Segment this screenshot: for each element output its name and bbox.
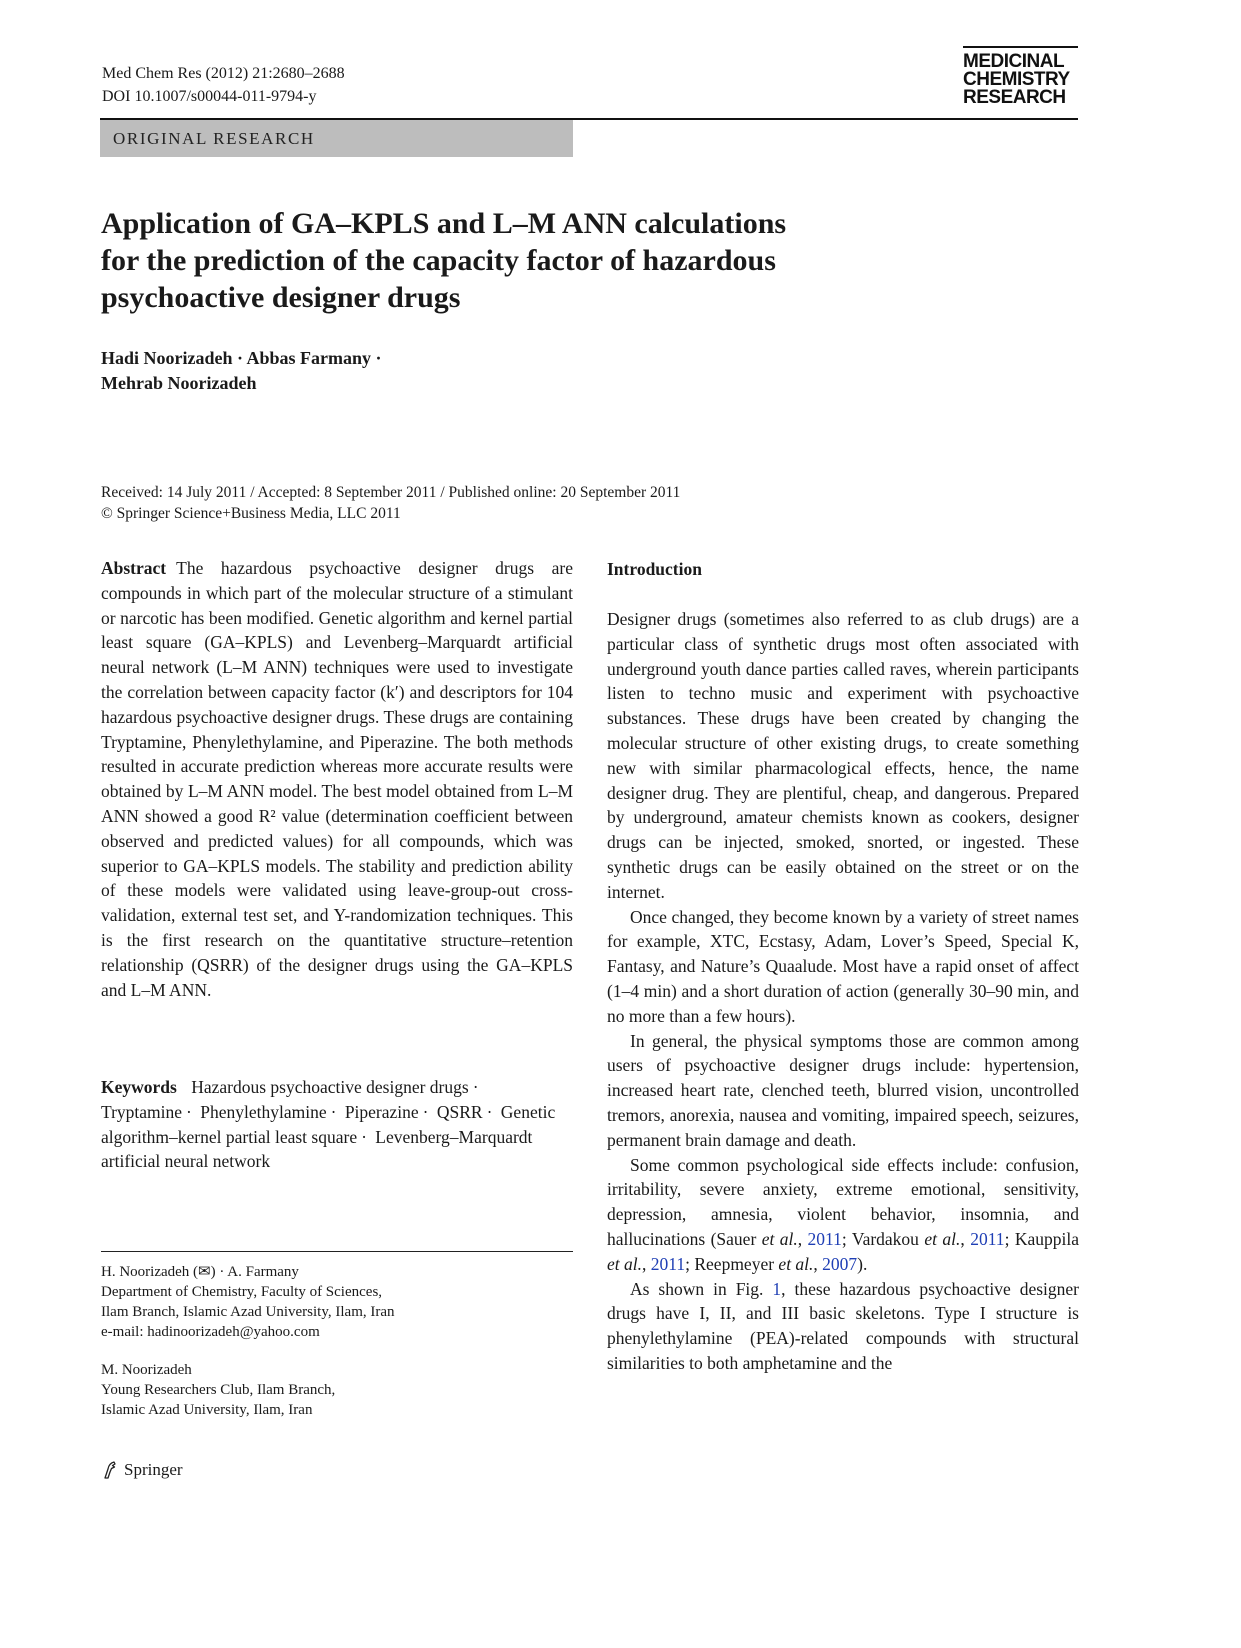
affiliation-dept: Department of Chemistry, Faculty of Sciences, <box>101 1284 383 1300</box>
keywords-heading: Keywords <box>101 1077 177 1097</box>
affiliation-club: Young Researchers Club, Ilam Branch, <box>101 1382 336 1398</box>
citation-link[interactable]: Sauer et al., 2011 <box>716 1228 842 1249</box>
journal-citation: Med Chem Res (2012) 21:2680–2688 <box>102 65 345 82</box>
title-line: for the prediction of the capacity factor of hazardous <box>101 244 776 277</box>
keyword: Genetic algorithm–kernel partial least square <box>101 1101 556 1147</box>
copyright: © Springer Science+Business Media, LLC 2011 <box>101 505 401 522</box>
keyword: Piperazine <box>344 1101 419 1122</box>
affiliation-author: M. Noorizadeh <box>101 1362 192 1378</box>
keyword: QSRR <box>436 1101 483 1122</box>
affiliation-inst: Islamic Azad University, Ilam, Iran <box>101 1402 313 1418</box>
logo-line-1: MEDICINAL <box>963 51 1065 72</box>
authors-line-1: Hadi Noorizadeh · Abbas Farmany · <box>101 348 382 368</box>
abstract <box>101 556 573 1002</box>
affiliation-authors: H. Noorizadeh (✉) · A. Farmany <box>101 1264 299 1280</box>
intro-paragraph-2: Once changed, they become known by a variety of street names for example, XTC, Ecstasy, Adam, Lover’s Speed, Special K, Fantasy, and Nature’s Quaalude. Most have a rapid onset of affect (1–4 min) and a short duration of action (generally 30–90 min, and no more than a few hours). <box>607 906 1079 1026</box>
intro-paragraph-3: In general, the physical symptoms those are common among users of psychoactive designer drugs include: hypertension, increased heart rate, clenched teeth, blurred vision, uncontrolled tremors, anorexia, nausea and vomiting, impaired speech, seizures, permanent brain damage and death. <box>607 1030 1079 1150</box>
keyword: Phenylethylamine <box>200 1101 327 1122</box>
keyword: Levenberg–Marquardt artificial neural network <box>101 1126 533 1172</box>
springer-horse-icon <box>102 1460 118 1480</box>
intro-paragraph-5: As shown in Fig. 1, these hazardous psychoactive designer drugs have I, II, and III basic skeletons. Type I structure is phenylethylamine (PEA)-related compounds with structural similarities to both amphetamine and the <box>607 1278 1079 1373</box>
keywords: Keywords Hazardous psychoactive designer drugs · Tryptamine · Phenylethylamine · Piperazine · QSRR · Genetic algorithm–kernel partial least square · Levenberg–Marquardt artificial neural network <box>101 1077 556 1172</box>
citation-link[interactable]: Vardakou et al., 2011 <box>851 1228 1005 1249</box>
keyword: Hazardous psychoactive designer drugs <box>191 1077 469 1097</box>
publisher-mark <box>102 1459 183 1481</box>
introduction-heading: Introduction <box>607 559 702 579</box>
title-line: Application of GA–KPLS and L–M ANN calculations <box>101 207 787 240</box>
affiliation-1 <box>101 1262 573 1342</box>
journal-logo <box>963 46 1078 107</box>
intro-paragraph-4: Some common psychological side effects include: confusion, irritability, severe anxiety, extreme emotional, sensitivity, depression, amnesia, violent behavior, insomnia, and hallucinations (Sauer et al., 2011; Vardakou et al., 2011; Kauppila et al., 2011; Reepmeyer et al., 2007). <box>607 1154 1079 1274</box>
abstract-heading: Abstract <box>101 558 167 578</box>
publisher-name: Springer <box>124 1460 183 1479</box>
logo-rule <box>963 46 1078 48</box>
abstract-text: The hazardous psychoactive designer drugs are compounds in which part of the molecular structure of a stimulant or narcotic has been modified. Genetic algorithm and kernel partial least square (GA–KPLS) and Levenberg–Marquardt artificial neural network (L–M ANN) techniques were used to investigate the correlation between capacity factor (k′) and descriptors for 104 hazardous psychoactive designer drugs. These drugs are containing Tryptamine, Phenylethylamine, and Piperazine. The both methods resulted in accurate prediction whereas more accurate results were obtained by L–M ANN model. The best model obtained from L–M ANN showed a good R² value (determination coefficient between observed and predicted values) for all compounds, which was superior to GA–KPLS models. The stability and prediction ability of these models were validated using leave-group-out cross-validation, external test set, and Y-randomization techniques. This is the first research on the quantitative structure–retention relationship (QSRR) of the designer drugs using the GA–KPLS and L–M ANN. <box>101 558 573 1000</box>
figure-link[interactable]: 1 <box>772 1278 782 1299</box>
authors-line-2: Mehrab Noorizadeh <box>101 373 257 393</box>
introduction-body <box>607 607 1079 1376</box>
doi: DOI 10.1007/s00044-011-9794-y <box>102 88 317 105</box>
intro-paragraph-1: Designer drugs (sometimes also referred to as club drugs) are a particular class of synthetic drugs most often associated with underground youth dance parties called raves, wherein participants listen to techno music and experiment with psychoactive substances. These drugs have been created by changing the molecular structure of other existing drugs, to create something new with similar pharmacological effects, hence, the name designer drug. They are plentiful, cheap, and dangerous. Prepared by underground, amateur chemists known as cookers, designer drugs can be injected, smoked, snorted, or ingested. These synthetic drugs can be easily obtained on the street or on the internet. <box>607 609 1079 902</box>
logo-line-2: CHEMISTRY <box>963 69 1070 90</box>
citation-link[interactable]: Kauppila et al., 2011 <box>607 1228 1079 1274</box>
keyword: Tryptamine <box>101 1101 183 1122</box>
title-line: psychoactive designer drugs <box>101 281 461 314</box>
author-email[interactable]: e-mail: hadinoorizadeh@yahoo.com <box>101 1324 320 1340</box>
citation-link[interactable]: Reepmeyer et al., 2007 <box>694 1253 858 1274</box>
history-dates: Received: 14 July 2011 / Accepted: 8 September 2011 / Published online: 20 September 2011 <box>101 484 681 501</box>
section-label: ORIGINAL RESEARCH <box>100 120 573 157</box>
authors <box>101 346 382 396</box>
footnote-rule <box>101 1251 573 1252</box>
publication-dates <box>101 482 1061 524</box>
affiliation-inst: Ilam Branch, Islamic Azad University, Ilam, Iran <box>101 1304 395 1320</box>
article-title <box>101 205 1001 316</box>
affiliation-2 <box>101 1360 573 1420</box>
logo-line-3: RESEARCH <box>963 87 1066 108</box>
